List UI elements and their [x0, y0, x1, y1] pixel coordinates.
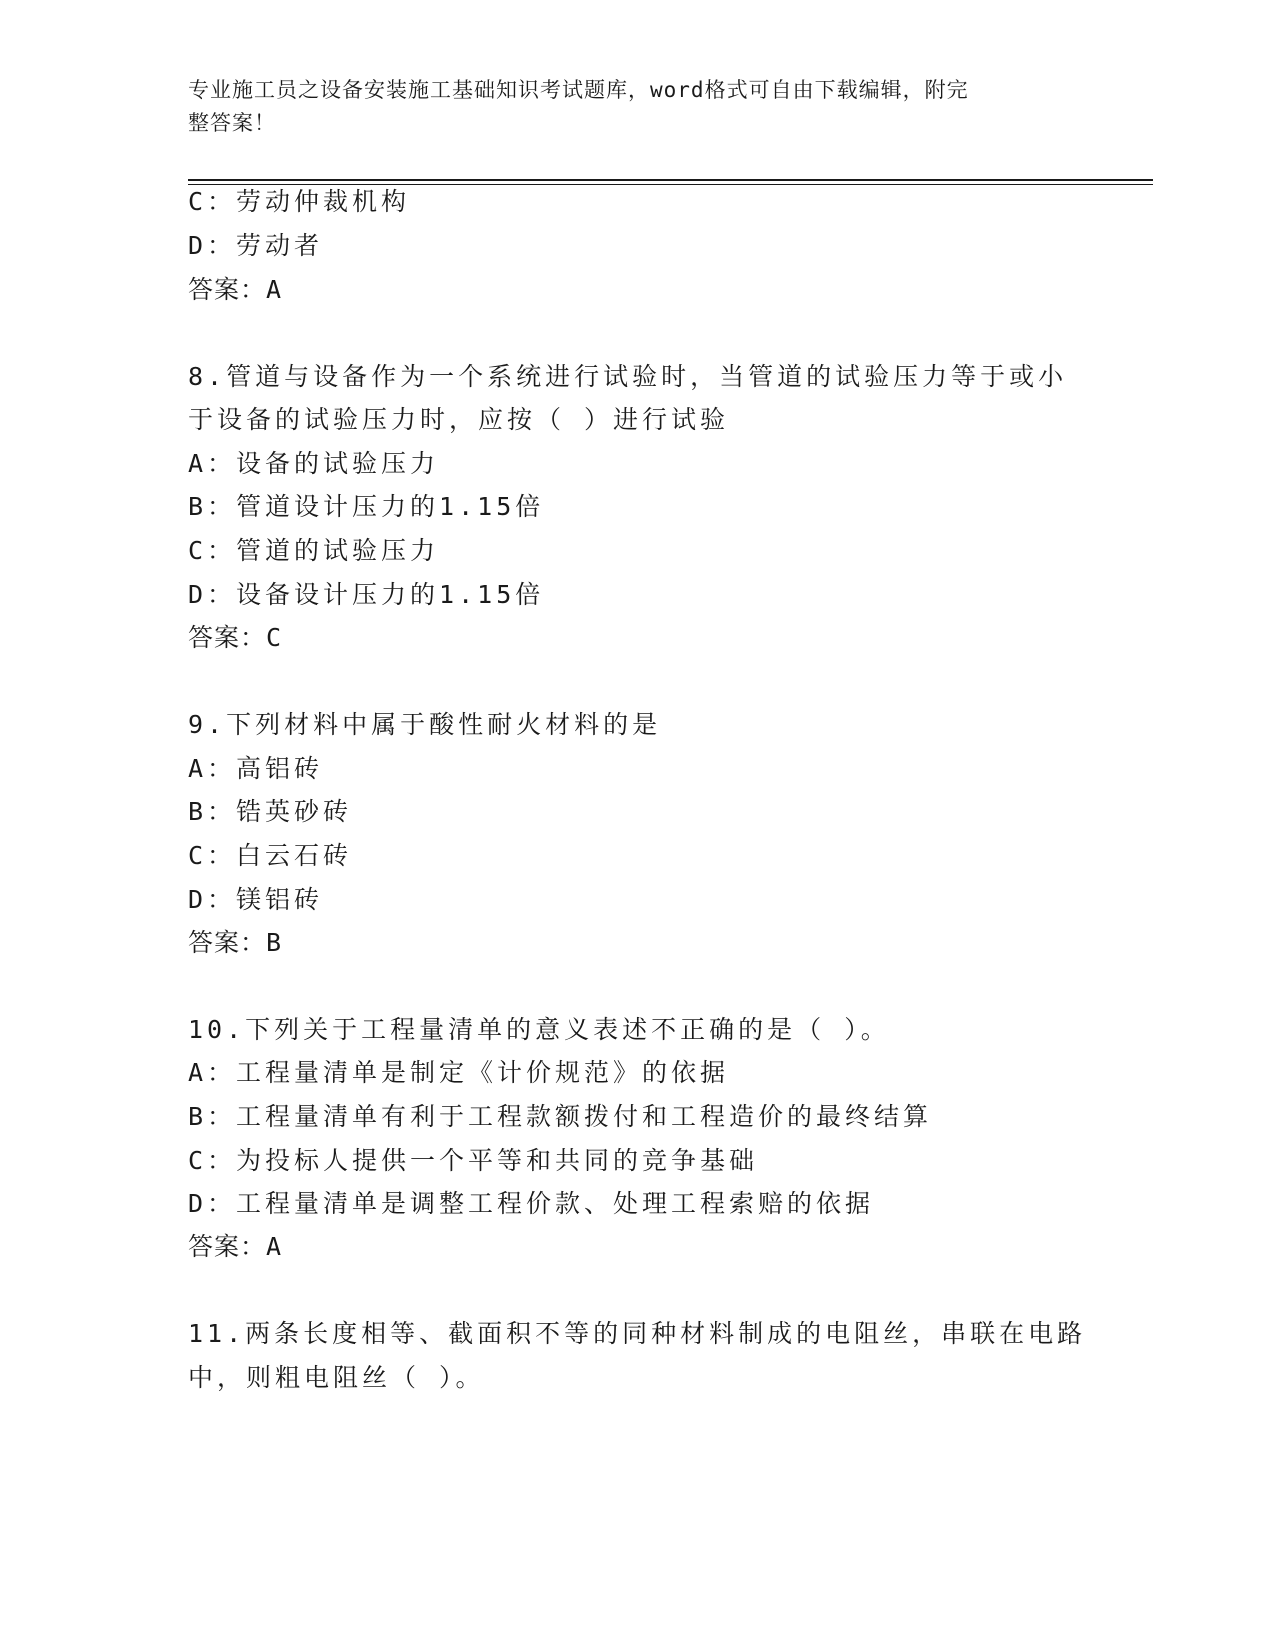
prev-option-c: C：劳动仲裁机构 [188, 187, 411, 216]
q8-answer: 答案：C [188, 623, 283, 652]
q8-option-d: D：设备设计压力的1.15倍 [188, 580, 545, 609]
q10-answer: 答案：A [188, 1232, 283, 1261]
header-line-1: 专业施工员之设备安装施工基础知识考试题库，word格式可自由下载编辑，附完 [188, 78, 969, 102]
q9-answer: 答案：B [188, 928, 283, 957]
q9-option-b: B：锆英砂砖 [188, 797, 353, 826]
header-line-2: 整答案！ [188, 111, 276, 135]
q8-option-b: B：管道设计压力的1.15倍 [188, 492, 545, 521]
prev-option-d: D：劳动者 [188, 231, 324, 260]
q8-option-c: C：管道的试验压力 [188, 536, 440, 565]
q10-option-a: A：工程量清单是制定《计价规范》的依据 [188, 1058, 730, 1087]
q9-option-d: D：镁铝砖 [188, 885, 324, 914]
q8-stem-line-1: 8.管道与设备作为一个系统进行试验时，当管道的试验压力等于或小 [188, 362, 1068, 391]
q10-option-c: C：为投标人提供一个平等和共同的竞争基础 [188, 1146, 759, 1175]
prev-answer: 答案：A [188, 275, 283, 304]
q11-stem-line-2: 中，则粗电阻丝（ ）。 [188, 1363, 485, 1392]
q10-option-d: D：工程量清单是调整工程价款、处理工程索赔的依据 [188, 1189, 875, 1218]
q9-option-a: A：高铝砖 [188, 754, 324, 783]
q10-stem-line-1: 10.下列关于工程量清单的意义表述不正确的是（ ）。 [188, 1015, 890, 1044]
header-divider-thin [188, 184, 1153, 185]
q10-option-b: B：工程量清单有利于工程款额拨付和工程造价的最终结算 [188, 1102, 933, 1131]
q9-option-c: C：白云石砖 [188, 841, 353, 870]
q8-option-a: A：设备的试验压力 [188, 449, 440, 478]
q11-stem-line-1: 11.两条长度相等、截面积不等的同种材料制成的电阻丝，串联在电路 [188, 1319, 1087, 1348]
header-divider-thick [188, 179, 1153, 181]
q8-stem-line-2: 于设备的试验压力时，应按（ ）进行试验 [188, 405, 730, 434]
document-header [188, 74, 1068, 140]
q9-stem-line-1: 9.下列材料中属于酸性耐火材料的是 [188, 710, 662, 739]
